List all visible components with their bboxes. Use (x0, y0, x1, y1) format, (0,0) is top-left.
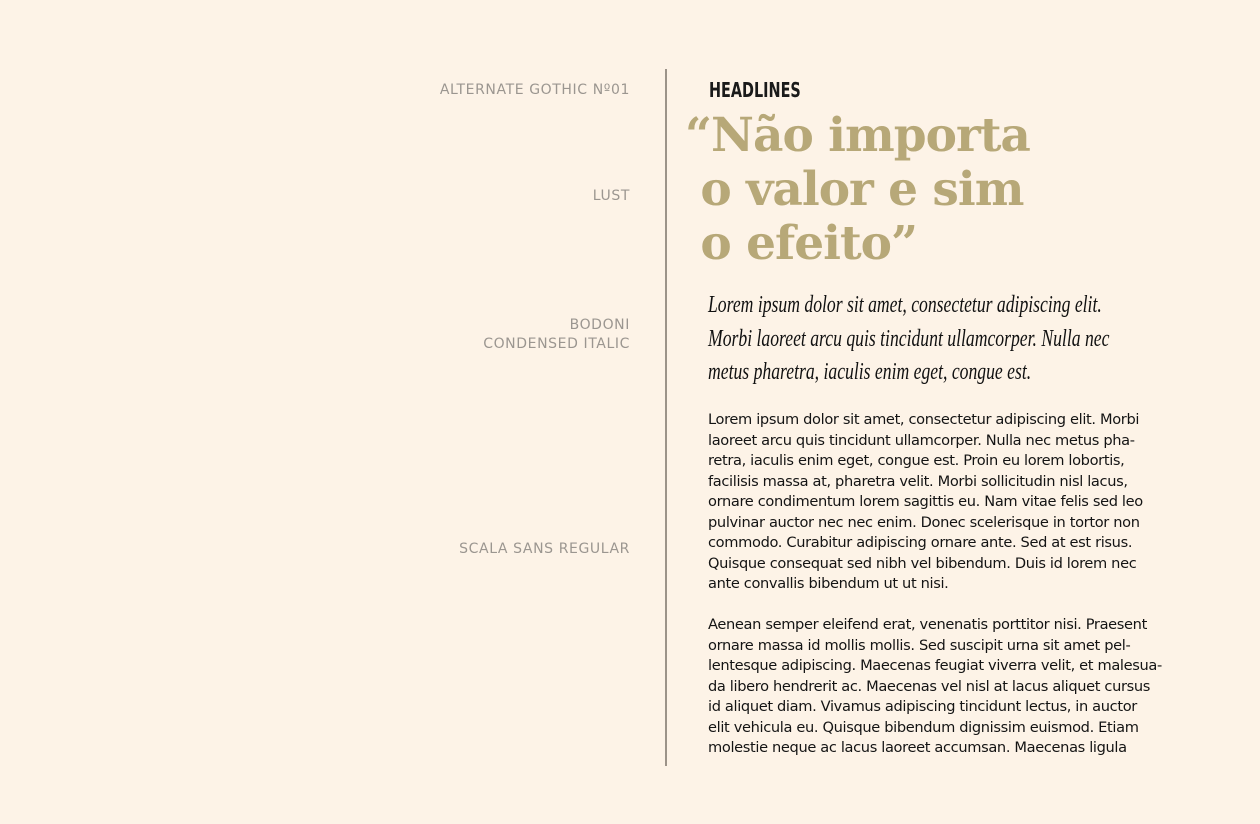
font-label-alternate-gothic: ALTERNATE GOTHIC Nº01 (439, 82, 630, 98)
body-paragraph-1: Lorem ipsum dolor sit amet, consectetur adipiscing elit. Morbi laoreet arcu quis tincidunt ullamcorper. Nulla nec metus pha- retra, iaculis enim eget, congue est. Proin eu lorem lobortis, facilisis massa at, pharetra velit. Morbi sollicitudin nisl lacus, ornare condimentum lorem sagittis eu. Nam vitae felis sed leo pulvinar auctor nec nec enim. Donec scelerisque in tortor non commodo. Curabitur adipiscing ornare ante. Sed at est risus. Quisque consequat sed nibh vel bibendum. Duis id lorem nec ante convallis bibendum ut ut nisi. (708, 411, 1143, 592)
font-label-scala-sans: SCALA SANS REGULAR (459, 541, 630, 557)
quote-headline: “Não importa o valor e sim o efeito” (685, 108, 1030, 271)
section-title-headlines: HEADLINES (709, 78, 801, 102)
vertical-divider (665, 69, 667, 766)
font-label-bodoni: BODONI CONDENSED ITALIC (483, 317, 630, 352)
font-label-lust: LUST (592, 188, 630, 204)
body-paragraph-2: Aenean semper eleifend erat, venenatis porttitor nisi. Praesent ornare massa id mollis mollis. Sed suscipit urna sit amet pel- lentesque adipiscing. Maecenas feugiat viverra velit, et malesua- da libero hendrerit ac. Maecenas vel nisl at lacus aliquet cursus id aliquet diam. Vivamus adipiscing tincidunt lectus, in auctor elit vehicula eu. Quisque bibendum dignissim euismod. Etiam molestie neque ac lacus laoreet accumsan. Maecenas ligula (708, 616, 1162, 756)
lead-paragraph: Lorem ipsum dolor sit amet, consectetur adipiscing elit. Morbi laoreet arcu quis tincidunt ullamcorper. Nulla nec metus pharetra, iaculis enim eget, congue est. (708, 291, 1110, 386)
